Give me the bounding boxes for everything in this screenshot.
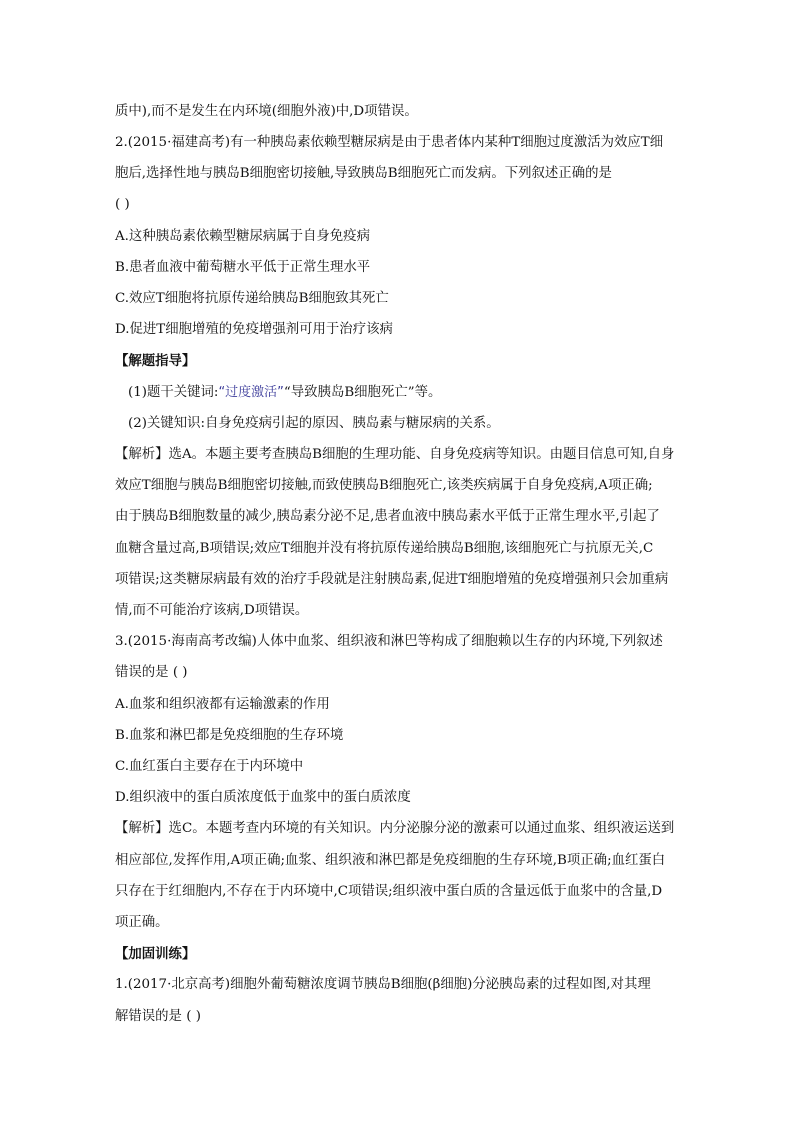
answer-blank: ( ) <box>115 197 130 212</box>
hint-keywords <box>128 384 728 402</box>
analysis-line: 项正确。 <box>115 915 169 930</box>
section-heading-guide: 【解题指导】 <box>115 353 196 369</box>
analysis-line: 只存在于红细胞内,不存在于内环境中,C项错误;组织液中蛋白质的含量远低于血浆中的含量,D <box>115 884 663 899</box>
analysis-line: 项错误;这类糖尿病最有效的治疗手段就是注射胰岛素,促进T细胞增殖的免疫增强剂只会加重病 <box>115 572 669 587</box>
option-a: A.血浆和组织液都有运输激素的作用 <box>115 697 330 712</box>
analysis-line: 效应T细胞与胰岛B细胞密切接触,而致使胰岛B细胞死亡,该类疾病属于自身免疫病,A项正确; <box>115 478 653 493</box>
hint-quote-2: “导致胰岛B细胞死亡” <box>283 385 415 400</box>
option-c: C.血红蛋白主要存在于内环境中 <box>115 759 304 774</box>
analysis-line: 由于胰岛B细胞数量的减少,胰岛素分泌不足,患者血液中胰岛素水平低于正常生理水平,引起了 <box>115 509 660 524</box>
practice-question-1: 1.(2017·北京高考)细胞外葡萄糖浓度调节胰岛B细胞(β细胞)分泌胰岛素的过程如图,对其理 <box>115 977 651 992</box>
question-3-stem: 3.(2015·海南高考改编)人体中血浆、组织液和淋巴等构成了细胞赖以生存的内环境,下列叙述 <box>115 634 663 649</box>
question-3-stem-cont: 错误的是 ( ) <box>115 665 188 680</box>
text-line: 质中),而不是发生在内环境(细胞外液)中,D项错误。 <box>115 104 418 119</box>
option-b: B.血浆和淋巴都是免疫细胞的生存环境 <box>115 728 344 743</box>
option-a: A.这种胰岛素依赖型糖尿病属于自身免疫病 <box>115 229 370 244</box>
analysis-line: 【解析】选C。本题考查内环境的有关知识。内分泌腺分泌的激素可以通过血浆、组织液运送到 <box>115 821 675 836</box>
analysis-line: 相应部位,发挥作用,A项正确;血浆、组织液和淋巴都是免疫细胞的生存环境,B项正确;血红蛋白 <box>115 853 666 868</box>
question-2-stem: 2.(2015·福建高考)有一种胰岛素依赖型糖尿病是由于患者体内某种T细胞过度激活为效应T细 <box>115 135 664 150</box>
hint-knowledge: (2)关键知识:自身免疫病引起的原因、胰岛素与糖尿病的关系。 <box>128 416 500 431</box>
analysis-line: 情,而不可能治疗该病,D项错误。 <box>115 603 309 618</box>
practice-question-1-cont: 解错误的是 ( ) <box>115 1009 201 1024</box>
hint-suffix: 等。 <box>414 385 442 400</box>
option-d: D.促进T细胞增殖的免疫增强剂可用于治疗该病 <box>115 322 393 337</box>
hint-prefix: (1)题干关键词: <box>128 385 219 400</box>
analysis-line: 血糖含量过高,B项错误;效应T细胞并没有将抗原传递给胰岛B细胞,该细胞死亡与抗原无关,C <box>115 541 654 556</box>
section-heading-practice: 【加固训练】 <box>115 946 196 962</box>
analysis-line: 【解析】选A。本题主要考查胰岛B细胞的生理功能、自身免疫病等知识。由题目信息可知,自身 <box>115 447 675 462</box>
question-2-stem-cont: 胞后,选择性地与胰岛B细胞密切接触,导致胰岛B细胞死亡而发病。下列叙述正确的是 <box>115 166 612 181</box>
hint-quote-1: “过度激活” <box>218 385 284 400</box>
option-d: D.组织液中的蛋白质浓度低于血浆中的蛋白质浓度 <box>115 790 411 805</box>
option-c: C.效应T细胞将抗原传递给胰岛B细胞致其死亡 <box>115 291 389 306</box>
option-b: B.患者血液中葡萄糖水平低于正常生理水平 <box>115 260 371 275</box>
